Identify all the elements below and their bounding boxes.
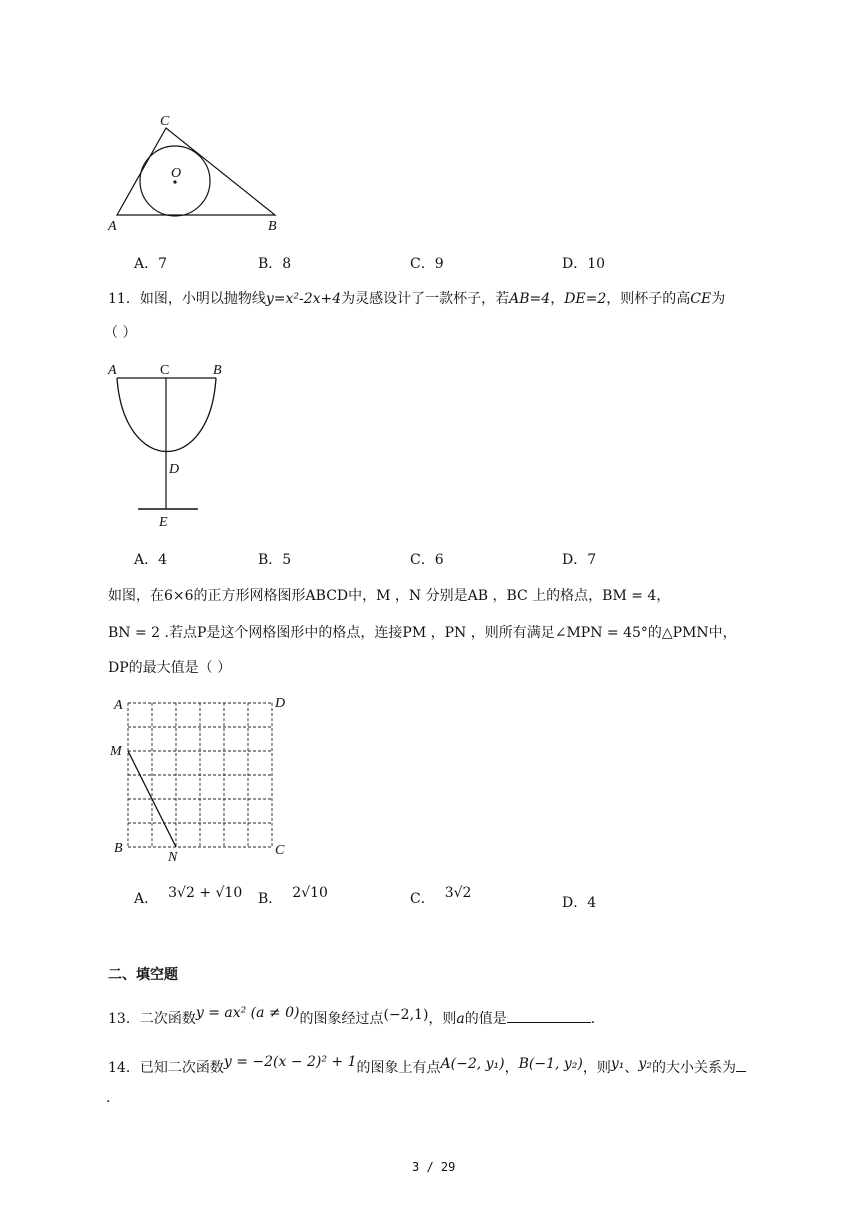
q11-formula: y=x²-2x+4	[265, 291, 342, 307]
q14-formula: y = −2(x − 2)² + 1	[223, 1054, 357, 1070]
label-o: O	[171, 166, 182, 181]
q13-text-b: 的图象经过点	[299, 1011, 384, 1027]
q14-answer-blank[interactable]	[736, 1057, 746, 1072]
q14-text-c: ，则	[582, 1060, 611, 1076]
q11-text-a: 如图，小明以抛物线	[139, 291, 266, 307]
label-c: C	[275, 843, 285, 858]
q12-option-a-label: A．	[134, 891, 159, 907]
label-a: A	[108, 363, 117, 378]
q10-option-c: C．9	[410, 256, 444, 272]
q10-option-d: D．10	[562, 256, 606, 272]
q12-option-b-value: 2√10	[292, 885, 328, 901]
q11-text-d: 为	[711, 291, 726, 307]
q12-line2: BN = 2 .若点P是这个网格图形中的格点，连接PM ，PN ，则所有满足∠MPN = 45°的△PMN中，	[108, 625, 737, 641]
label-a: A	[114, 698, 123, 713]
label-b: B	[268, 219, 277, 234]
q12-option-a-value: 3√2 + √10	[168, 885, 243, 901]
label-a: A	[108, 219, 117, 234]
q14-comma: ，	[504, 1060, 519, 1076]
page-number: 3 / 29	[412, 1160, 456, 1174]
q11-sep: ，	[550, 291, 565, 307]
q14-text-a: 已知二次函数	[139, 1060, 224, 1076]
q12-option-b	[258, 885, 328, 908]
label-c: C	[160, 114, 170, 129]
q12-option-d: D．4	[562, 895, 597, 911]
q13-formula: y = ax² (a ≠ 0)	[195, 1005, 300, 1021]
q13-answer-blank[interactable]	[507, 1008, 591, 1023]
label-m: M	[110, 744, 122, 759]
q13-text-a: 二次函数	[139, 1011, 196, 1027]
q12-option-c	[410, 885, 472, 908]
q11-ab: AB=4	[509, 291, 551, 307]
q14-y1: y₁	[610, 1056, 625, 1072]
q11-text-b: 为灵感设计了一款杯子，若	[341, 291, 510, 307]
q14-point-a: A(−2, y₁)	[440, 1056, 505, 1072]
label-b: B	[213, 363, 222, 378]
q12-option-b-label: B．	[258, 891, 283, 907]
q11-de: DE=2	[564, 291, 607, 307]
q13-var: a	[456, 1011, 465, 1027]
q12-option-c-value: 3√2	[444, 885, 472, 901]
q14-stem	[108, 1054, 746, 1077]
label-c: C	[160, 363, 170, 378]
q13-text-d: 的值是	[464, 1011, 507, 1027]
q14-y2: y₂	[638, 1056, 652, 1072]
label-b: B	[114, 841, 123, 856]
q11-cup-figure	[100, 356, 240, 536]
q12-option-c-label: C．	[410, 891, 435, 907]
q13-point: (−2,1)	[383, 1007, 429, 1023]
q12-option-a	[134, 885, 243, 908]
q11-option-d: D．7	[562, 552, 597, 568]
q11-stem	[108, 288, 725, 308]
q14-end: .	[106, 1090, 111, 1106]
q14-text-d: 的大小关系为	[651, 1060, 736, 1076]
q10-option-b: B．8	[258, 256, 292, 272]
q10-option-a: A．7	[134, 256, 168, 272]
label-d: D	[275, 696, 286, 711]
q11-option-b: B．5	[258, 552, 292, 568]
section-title: 二、填空题	[108, 967, 178, 983]
q11-paren: （ ）	[104, 325, 137, 341]
q14-text-b: 的图象上有点	[356, 1060, 441, 1076]
q11-option-a: A．4	[134, 552, 168, 568]
q11-ce: CE	[690, 291, 712, 307]
q13-end: .	[590, 1011, 596, 1027]
label-e: E	[159, 515, 168, 530]
q11-option-c: C．6	[410, 552, 444, 568]
q13-number: 13．	[108, 1011, 140, 1027]
q11-text-c: ，则杯子的高	[606, 291, 691, 307]
q11-number: 11．	[108, 291, 140, 307]
q12-line3: DP的最大值是（ ）	[108, 660, 232, 676]
q14-point-b: B(−1, y₂)	[518, 1056, 583, 1072]
grid-lines	[128, 703, 272, 847]
q13-stem	[108, 1005, 596, 1028]
label-n: N	[168, 850, 178, 865]
q10-triangle-figure	[100, 112, 300, 237]
q13-text-c: ，则	[428, 1011, 457, 1027]
label-d: D	[169, 462, 180, 477]
q14-sep: 、	[624, 1060, 639, 1076]
q14-number: 14．	[108, 1060, 140, 1076]
q12-grid-figure	[104, 690, 304, 865]
q12-line1: 如图，在6×6的正方形网格图形ABCD中，M ，N 分别是AB ，BC 上的格点，BM = 4，	[108, 588, 671, 604]
